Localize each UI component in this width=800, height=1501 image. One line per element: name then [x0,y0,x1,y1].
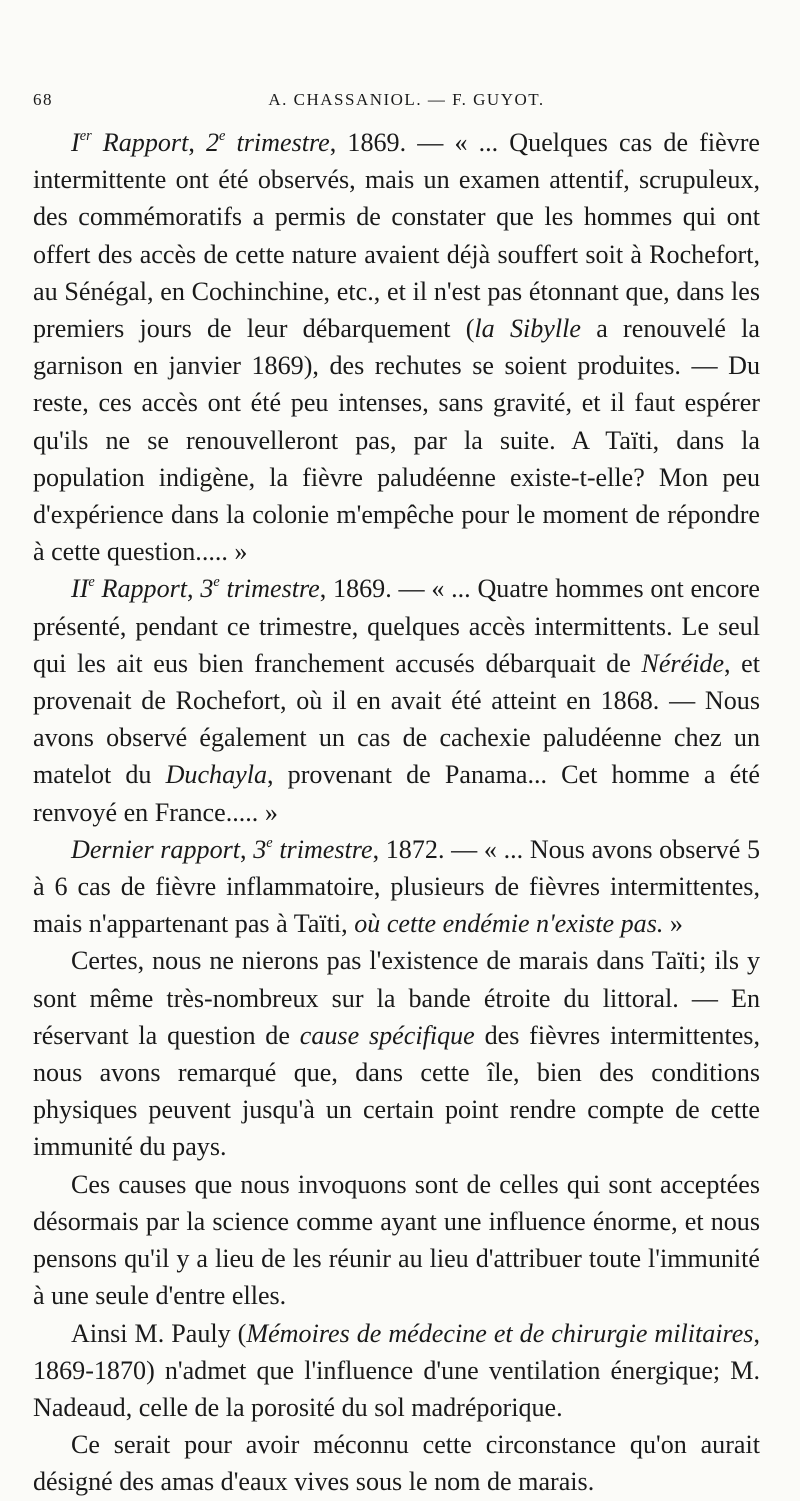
paragraph-marshes: Certes, nous ne nierons pas l'existence de marais dans Taïti; ils y sont même très-nombreux sur la bande étroite du littoral. — En réservant la question de cause spécifique des fièvres intermittentes, nous avons remarqué que, dans cette île, bien des conditions physiques peuvent jusqu'à un certain point rendre compte de cette immunité du pays. [33,946,760,1162]
quarter: 2e trimestre [205,128,330,157]
ship-name: la Sibylle [474,314,581,344]
paragraph-last-report: Dernier rapport, 3e trimestre, 1872. — « ... Nous avons observé 5 à 6 cas de fièvre inflammatoire, plusieurs de fièvres intermittentes, mais n'appartenant pas à Taïti, où cette endémie n'existe pas. » [33,834,760,939]
paragraph-first-report: Ier Rapport, 2e trimestre, 1869. — « ... Quelques cas de fièvre intermittente ont été observés, mais un examen attentif, scrupuleux, des commémoratifs a permis de constater que les hommes qui ont offert des accès de cette nature avaient déjà souffert soit à Rochefort, au Sénégal, en Cochinchine, etc., et il n'est pas étonnant que, dans les premiers jours de leur débarquement (la Sibylle a renouvelé la garnison en janvier 1869), des rechutes se soient produites. — Du reste, ces accès ont été peu intenses, sans gravité, et il faut espérer qu'ils ne se renouvelleront pas, par la suite. A Taïti, dans la population indigène, la fièvre paludéenne existe-t-elle? Mon peu d'expérience dans la colonie m'empêche pour le moment de répondre à cette question..... » [33,128,761,567]
quarter: 3e trimestre [200,574,320,604]
paragraph-conclusion: Ce serait pour avoir méconnu cette circonstance qu'on aurait désigné des amas d'eaux vives sous le nom de marais. [33,1430,760,1497]
ship-name: Néréide [641,648,725,678]
paragraph-second-report: IIe Rapport, 3e trimestre, 1869. — « ... Quatre hommes ont encore présenté, pendant ce trimestre, quelques accès intermittents. Le seul qui les ait eus bien franchement accusés débarquait de Néréide, et provenait de Rochefort, où il en avait été atteint en 1868. — Nous avons observé également un cas de cachexie paludéenne chez un matelot du Duchayla, provenant de Panama... Cet homme a été renvoyé en France..... » [33,574,760,827]
emphasis: où cette endémie n'existe pas. [354,909,664,939]
ship-name: Duchayla [165,760,268,790]
running-header [33,90,760,124]
paragraph-pauly: Ainsi M. Pauly (Mémoires de médecine et de chirurgie militaires, 1869-1870) n'admet que l'influence d'une ventilation énergique; M. Nadeaud, celle de la porosité du sol madréporique. [33,1318,760,1422]
citation-title: Mémoires de médecine et de chirurgie militaires [246,1318,754,1348]
text-body [33,124,760,1501]
emphasis: cause spécifique [299,1020,475,1050]
report-number: Ier Rapport [71,128,189,157]
report-number: IIe Rapport [71,574,188,604]
quarter: 3e trimestre [253,834,373,864]
report-title: Dernier rapport [71,834,241,864]
header-authors: A. CHASSANIOL. — F. GUYOT. [268,90,545,109]
paragraph-causes: Ces causes que nous invoquons sont de celles qui sont acceptées désormais par la science comme ayant une influence énorme, et nous pensons qu'il y a lieu de les réunir au lieu d'attribuer toute l'immunité à une seule d'entre elles. [33,1169,760,1311]
page-number: 68 [33,90,53,109]
